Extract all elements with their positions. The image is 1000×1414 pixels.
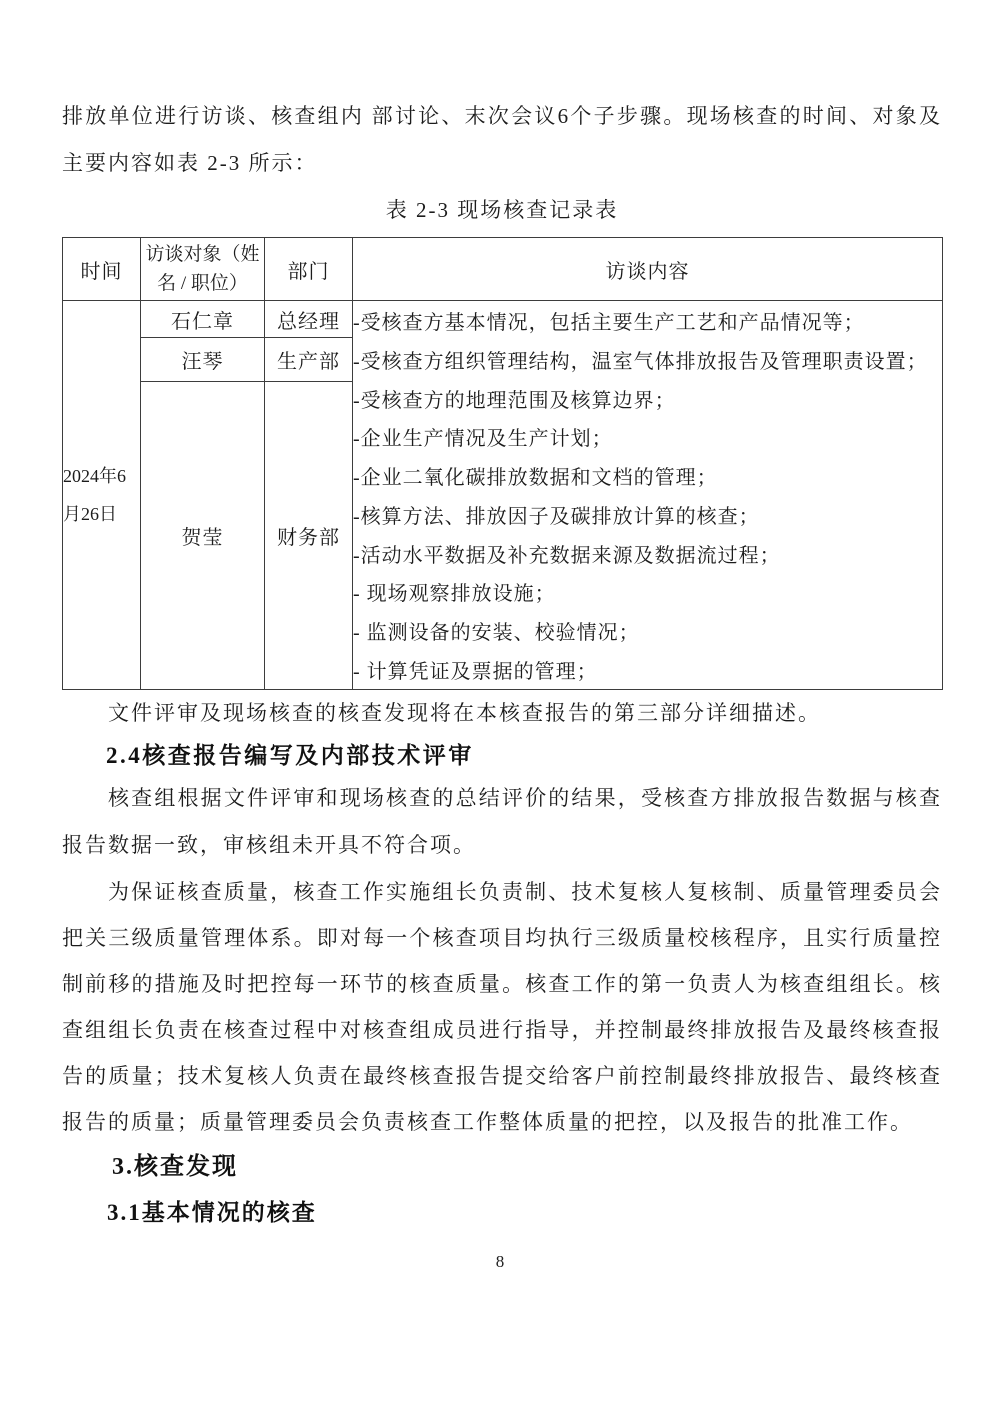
section-heading-2-4: 2.4核查报告编写及内部技术评审	[106, 743, 474, 768]
content-item: - 现场观察排放设施；	[353, 583, 556, 606]
page-number: 8	[495, 1252, 505, 1271]
quality-control-paragraph: 为保证核查质量，核查工作实施组长负责制、技术复核人复核制、质量管理委员会把关三级质量管理体系。即对每一个核查项目均执行三级质量校核程序，且实行质量控制前移的措施及时把控每一环节的核查质量。核查工作的第一负责人为核查组组长。核查组组长负责在核查过程中对核查组成员进行指导，并控制最终排放报告及最终核查报告的质量；技术复核人负责在最终核查报告提交给客户前控制最终排放报告、最终核查报告的质量；质量管理委员会负责核查工作整体质量的把控，以及报告的批准工作。	[62, 880, 942, 1134]
site-verification-table	[62, 237, 943, 690]
intro-paragraph: 排放单位进行访谈、核查组内 部讨论、末次会议6个子步骤。现场核查的时间、对象及主要内容如表 2-3 所示：	[62, 104, 942, 175]
time-line-2: 月26日	[63, 504, 117, 524]
section-heading-3-1: 3.1基本情况的核查	[107, 1200, 317, 1225]
col-header-interviewee: 访谈对象（姓名 / 职位）	[141, 238, 265, 301]
interviewee-department: 生产部	[265, 338, 353, 382]
table-caption: 表 2-3 现场核查记录表	[385, 198, 619, 222]
content-item: -受核查方组织管理结构，温室气体排放报告及管理职责设置；	[353, 350, 928, 373]
interviewee-name: 贺莹	[141, 382, 265, 690]
content-item: -企业生产情况及生产计划；	[353, 428, 613, 451]
col-header-time: 时间	[63, 238, 141, 301]
content-item: -企业二氧化碳排放数据和文档的管理；	[353, 467, 718, 490]
document-content	[62, 0, 942, 1233]
findings-paragraph: 文件评审及现场核查的核查发现将在本核查报告的第三部分详细描述。	[108, 701, 821, 725]
section-heading-3: 3.核查发现	[112, 1154, 238, 1180]
table-row	[63, 301, 943, 338]
time-cell	[63, 301, 141, 690]
section-2-4-paragraph: 核查组根据文件评审和现场核查的总结评价的结果，受核查方排放报告数据与核查报告数据一致，审核组未开具不符合项。	[62, 786, 942, 857]
interviewee-department: 财务部	[265, 382, 353, 690]
content-item: -活动水平数据及补充数据来源及数据流过程；	[353, 544, 781, 567]
interviewee-department: 总经理	[265, 301, 353, 338]
content-item: -受核查方基本情况，包括主要生产工艺和产品情况等；	[353, 311, 865, 334]
col-header-content: 访谈内容	[353, 238, 943, 301]
content-item: - 计算凭证及票据的管理；	[353, 661, 598, 684]
content-item: -受核查方的地理范围及核算边界；	[353, 389, 676, 412]
time-line-1: 2024年6	[63, 466, 126, 486]
interview-content-cell	[353, 301, 943, 690]
table-header-row	[63, 238, 943, 301]
col-header-department: 部门	[265, 238, 353, 301]
content-item: -核算方法、排放因子及碳排放计算的核查；	[353, 505, 760, 528]
interviewee-name: 汪琴	[141, 338, 265, 382]
interviewee-name: 石仁章	[141, 301, 265, 338]
content-item: - 监测设备的安装、校验情况；	[353, 622, 640, 645]
